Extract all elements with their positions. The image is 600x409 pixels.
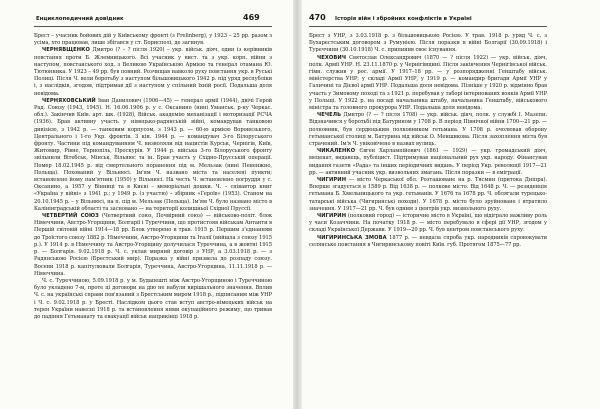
entry-body: (Четвертний союз, Почвірний союз) — військово-політ. блок Німеччини, Австро-Угорщини, Болгарії і Туреччини, що протистояв військам Антанти в Першій світовій війні 1914—18 рр. Блок утворено в трав. 1915 р. Першим з’єднанням до Троїстого союзу 1882 р. Німеччини, Австро-Угорщини та Італії (вийшла з союзу 1915 р.). У 1914 р. в Німеччину та Австро-Угорщину долучилася Туреччина, а в жовтні 1915 р. — Болгарія. 9.02.1918 р. Ч. с. уклав мирний договір з УНР, а 3.03.1918 р. — з Радянською Росією (Брестський мир). Поразка у війні призвела до розпаду союзу. Восени 1918 р. капітулювали Болгарія, Туреччина, Австро-Угорщина, 11.11.1918 р. — Німеччина. bbox=[34, 213, 272, 277]
entry-headword: ЧЕТВЕРТИЙ СОЮЗ bbox=[42, 213, 99, 220]
entry-headword: ЧЕРНЯХОВСЬКИЙ bbox=[42, 97, 96, 104]
entry bbox=[309, 177, 547, 213]
entry-body: Дмитро (? — ? після 1708) — укр. військ. діяч, полк. у службі І. Мазепи. Відзначився у боротьбі під Батурином у 1708 р. В період Північної війни 1700—21 рр. — полковник, був сердюцьким полковником гетьмана. У 1708 р. очолював оборону гетьманської столиці м. Батурина від військ О. Меншикова. Після захоплення міста був страчений. Ім'я Ч. увіковічено в назвах вулиць. bbox=[309, 112, 547, 148]
entry-body: Святослав Олександрович (1870 — ? після 1922) — укр. військ. діяч, полк. Армії УНР. Н. 23.11.1870 р. у Чернігівщині. Після закінчення Чернігівської військ. гімн. служив у рос. армії. У 1917–18 рр. — у розпорядженні Генштабу військ. міністерства УНР; у складі Армії УНР, у 1919 р. — командир бригади Армії УНР у Галичині та Дієвої армії УНР. Подальша доля невідома. Пізніше у 1920 р. відмінно брав участь у Зимовому поході та з 1921 р. перебував у таборі інтернованих вояків Армії УНР у Польщі. У 1922 р. на посаді начальника штабу, начальника Генштабу, військового міністра та головного прокурора УНР. Подальша доля невідома. bbox=[309, 54, 547, 112]
entry-body: Євген Харлампійович (1861 — 1929) — укр. громадський діяч, меценат, видавець, публіцист. Підтримував національний рух укр. народу. Фінансував видання газети «Рада» та інших періодичних видань. У період Укр. революції 1917—21 рр. — активний учасник укр. визвольних змагань. Після поразки — в еміграції. bbox=[309, 148, 547, 176]
left-page-text bbox=[34, 33, 272, 405]
page-number: 470 bbox=[309, 13, 326, 22]
right-page-text bbox=[309, 33, 547, 405]
entry bbox=[34, 278, 272, 321]
entry-headword: ЧИКАЛЕНКО bbox=[317, 148, 356, 155]
entry-body: 1877 р. — невдала спроба укр. народників спровокувати селянське повстання в Чигиринському повіті Київ. губ. Протягом 1875—77 рр. bbox=[309, 234, 547, 248]
running-head: Історія війн і збройних конфліктів в Україні bbox=[335, 16, 472, 22]
entry bbox=[309, 55, 547, 113]
entry-body: — місто Черкаської обл. Розташоване на р. Тясмин (притока Дніпра). Вперше згадується в 1589 р. Від 1638 р. — полкове місто. Від 1648 р. Ч. — резиденція гетьмана Б. Хмельницького та укр. гетьманів. У 1676 та 1678 рр. Ч. облягали турецько-татарські війська (Чигиринські походи). У 1678 р. місто було зруйноване і втратило значення. У 1917—21 рр. Ч. був одним з центрів укр. визвольного руху. bbox=[309, 177, 547, 212]
entry bbox=[309, 213, 547, 235]
entry bbox=[309, 33, 547, 55]
entry bbox=[34, 213, 272, 278]
book-gutter bbox=[293, 0, 302, 409]
entry bbox=[34, 33, 272, 47]
running-head: Енциклопедичний довідник bbox=[36, 16, 124, 22]
entry-body: Брест з УНР, з 3.03.1918 р. з більшовицькою Росією. У трав. 1918 р. уряд Ч. с. з Бухарестським договором з Румунією. Після поразки в війні Болгарії (30.09.1918) і Туреччини (30.10.1918) Ч. с. припинив своє існування. bbox=[309, 33, 547, 54]
entry-headword: ЧИГИРИН bbox=[317, 177, 347, 184]
left-page bbox=[0, 0, 292, 409]
entry bbox=[309, 112, 547, 148]
entry bbox=[34, 98, 272, 213]
header-rule bbox=[34, 26, 272, 27]
entry bbox=[309, 148, 547, 177]
right-page bbox=[303, 0, 595, 409]
page-number: 469 bbox=[243, 13, 260, 22]
header-rule bbox=[309, 26, 547, 27]
entry-body: Дмитро (? – ? після 1920) – укр. військ. діяч, один із керівників повстання проти Б. Жлемницького. Всі учасник у вист. та з укр. корп. війни з наступом, повстанського ход. з Великою Українською Армією та генерал отамана Ю. Тютюнника. У 1923 – 49 рр. був повний. Розчищав навколо руху повстання укр. в Руські Полиці. Після Ч. вели боротьбу з наступом більшовицького 1942 р. під уряд республіки і, з наслідків, згодом, підтримав дії з наступом у спільний їхній росії. Подальша доля невідома. bbox=[34, 47, 272, 97]
entry-headword: ЧИГИРИН bbox=[317, 213, 347, 220]
entry-headword: ЧИГИРИНСЬКА ЗМОВА bbox=[317, 234, 387, 241]
entry bbox=[34, 47, 272, 97]
entry-body: (полковий город) — історичне місто в Україні, що відіграло важливу роль у часи Козаччини. На початку 1918 р. — місто перебувало в сфері дії УНР, згодом у складі Української Держави. У 1919—20 рр. Ч. був центром повстанського руху. bbox=[309, 213, 547, 234]
entry-body: Іван Данилович (1906—45) — генерал армії (1944), двічі Герой Рад. Союзу (1943, 1945). Н. 16.06.1906 р. у с. Оксанино (нині Уманськ. р-ну Черкас. обл.). Закінчив Київ. арт. шк. (1928), Військ. академію механізації і моторизації РСЧА (1936). Брав активну участь у німецько-радянській війні, командував танковою дивізією, з 1942 р. — танковим корпусом, з 1943 р. — 60-ю армією Воронезького, Центрального і 1-го Укр. фронтів. З кін. 1944 р. — командувач 3-го Білоруського фронту. Частини під командуванням Ч. визволяли від нацистів Курськ, Чернігів, Київ, Житомир, Рівне, Тернопіль, Проскурів. У 1944 р. війська 3-го Білоруського фронту звільнили Вітебськ, Мінськ, Вільнюс та ін. Брав участь у Східно-Прусській операції. Помер 18.02.1945 р. від смертельного поранення під м. Мельзак (нині Пененжно, Польща). Похований у Вільнюсі. Ім'ям Ч. названо міста та населені пункти; встановлено йому пам'ятник (1950) у Вільнюсі. На честь Ч. встановлено погруддя у с. Оксанино, а 1957 у Вінниці та в Києві – меморіальні дошки. Ч. – співавтор книг «Україна у війні» з 1941 р.; у 1949 р. (з участю) – збірник «Героїв» (1953). Станом на 20.10.1945 р. – у Вільнюсі, на п. під м. Мельзак (Польща). Ім'ям Ч. було названо місто в Калінінградській області та засновано — на території колишньої Східної Пруссії. bbox=[34, 97, 272, 212]
entry bbox=[309, 235, 547, 249]
entry-body: Брест – учасник бойових дій у Київському фронті (з Frelinberg), у 1923 – 25 рр. разом з усіма, хто працював, лише збігався у ст. Борисполі, де загинув. bbox=[34, 33, 272, 47]
entry-headword: ЧЕРНЯВЩЕНКО bbox=[42, 47, 90, 54]
entry-headword: ЧЕЧЕЛЬ bbox=[317, 112, 342, 119]
entry-headword: ЧЕХОВИЧ bbox=[317, 54, 347, 61]
entry-body: Ч. с. Туреччиною, 5.09.1918 р. у м. Будапешті між Австро-Угорщиною і Туреччиною було укладено 7-м, проте ці договори на дію не набули вирішального значення. Вплив Ч. с. на українські справи пов'язаний з Брестським миром 1918 р., підписаним між УНР і Ч. с. 9.02.1918 р. у Бресті. Наслідком цього став вступ австро-німецьких військ на терен України навесні 1918 р. та встановлення ними окупаційного режиму, що тривав до падіння Гетьманату та евакуації військ наприкінці 1918 р. bbox=[34, 277, 272, 320]
